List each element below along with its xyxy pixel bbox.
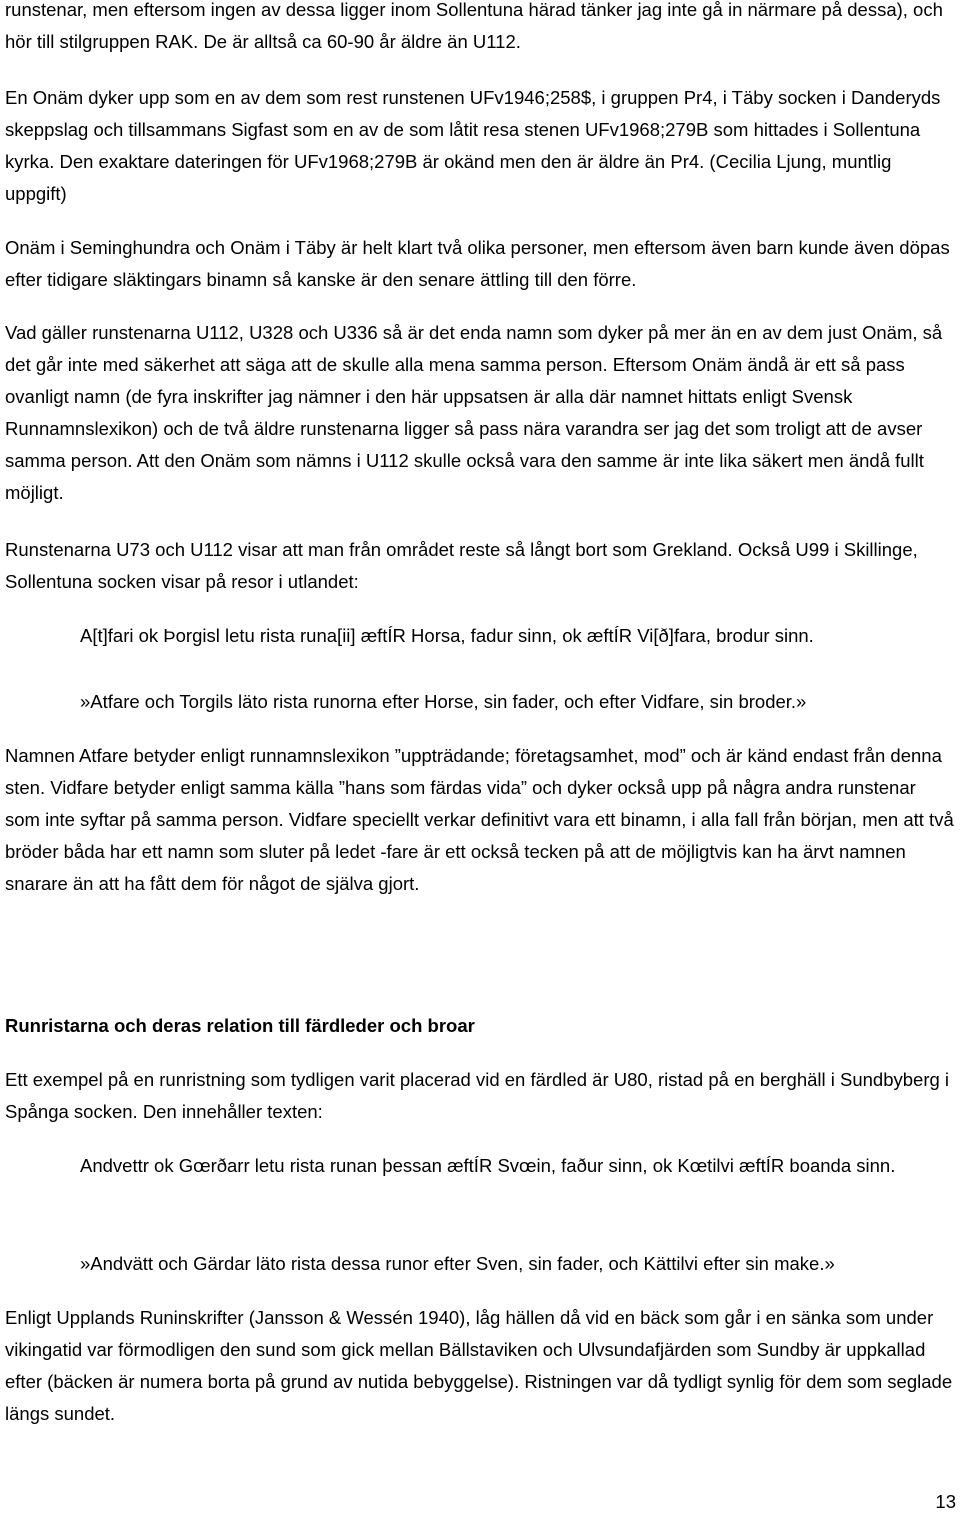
- section-heading: Runristarna och deras relation till färdleder och broar: [5, 1015, 475, 1036]
- paragraph-grekland: Runstenarna U73 och U112 visar att man från området reste så långt bort som Grekland. Också U99 i Skillinge, Sollentuna socken visar på resor i utlandet:: [5, 539, 918, 592]
- paragraph-continuation: runstenar, men eftersom ingen av dessa ligger inom Sollentuna härad tänker jag inte gå in närmare på dessa), och hör till stilgruppen RAK. De är alltså ca 60-90 år äldre än U112.: [5, 0, 943, 52]
- inscription-translation-u99: »Atfare och Torgils läto rista runorna efter Horse, sin fader, och efter Vidfare, sin broder.»: [80, 691, 807, 712]
- inscription-translation-u80: »Andvätt och Gärdar läto rista dessa runor efter Sven, sin fader, och Kättilvi efter sin make.»: [80, 1253, 835, 1274]
- paragraph-onam-persons: Onäm i Seminghundra och Onäm i Täby är helt klart två olika personer, men eftersom även barn kunde även döpas efter tidigare släktingars binamn så kanske är den senare ättling till den förre.: [5, 237, 950, 290]
- paragraph-runstones-u112: Vad gäller runstenarna U112, U328 och U336 så är det enda namn som dyker på mer än en av dem just Onäm, så det går inte med säkerhet att säga att de skulle alla mena samma person. Eftersom Onäm ändå är ett så pass ovanligt namn (de fyra inskrifter jag nämner i den här uppsatsen är alla där namnet hittats enligt Svensk Runnamnslexikon) och de två äldre runstenarna ligger så pass nära varandra ser jag det som troligt att de avser samma person. Att den Onäm som nämns i U112 skulle också vara den samme är inte lika säkert men ändå fullt möjligt.: [5, 322, 943, 503]
- paragraph-onam-taby: En Onäm dyker upp som en av dem som rest runstenen UFv1946;258$, i gruppen Pr4, i Täby socken i Danderyds skeppslag och tillsammans Sigfast som en av de som låtit resa stenen UFv1968;279B som hittades i Sollentuna kyrka. Den exaktare dateringen för UFv1968;279B är okänd men den är äldre än Pr4. (Cecilia Ljung, muntlig uppgift): [5, 87, 941, 204]
- page-number: 13: [935, 1491, 956, 1512]
- paragraph-u80: Ett exempel på en runristning som tydligen varit placerad vid en färdled är U80, ristad på en berghäll i Sundbyberg i Spånga socken. Den innehåller texten:: [5, 1069, 950, 1122]
- paragraph-upplands-runinskrifter: Enligt Upplands Runinskrifter (Jansson & Wessén 1940), låg hällen då vid en bäck som går i en sänka som under vikingatid var förmodligen den sund som gick mellan Bällstaviken och Ulvsundafjärden som Sundby är uppkallad efter (bäcken är numera borta på grund av nutida bebyggelse). Ristningen var då tydligt synlig för dem som seglade längs sundet.: [5, 1307, 953, 1424]
- inscription-quote-u99: A[t]fari ok Þorgisl letu rista runa[ii] æftÍR Horsa, fadur sinn, ok æftÍR Vi[ð]fara, brodur sinn.: [80, 625, 814, 646]
- paragraph-atfare-vidfare: Namnen Atfare betyder enligt runnamnslexikon ”uppträdande; företagsamhet, mod” och är känd endast från denna sten. Vidfare betyder enligt samma källa ”hans som färdas vida” och dyker också upp på några andra runstenar som inte syftar på samma person. Vidfare speciellt verkar definitivt vara ett binamn, i alla fall från början, men att två bröder båda har ett namn som sluter på ledet -fare är ett också tecken på att de möjligtvis kan ha ärvt namnen snarare än att ha fått dem för något de själva gjort.: [5, 745, 954, 894]
- inscription-quote-u80: Andvettr ok Gœrðarr letu rista runan þessan æftÍR Svœin, faður sinn, ok Kœtilvi æftÍR boanda sinn.: [80, 1155, 896, 1176]
